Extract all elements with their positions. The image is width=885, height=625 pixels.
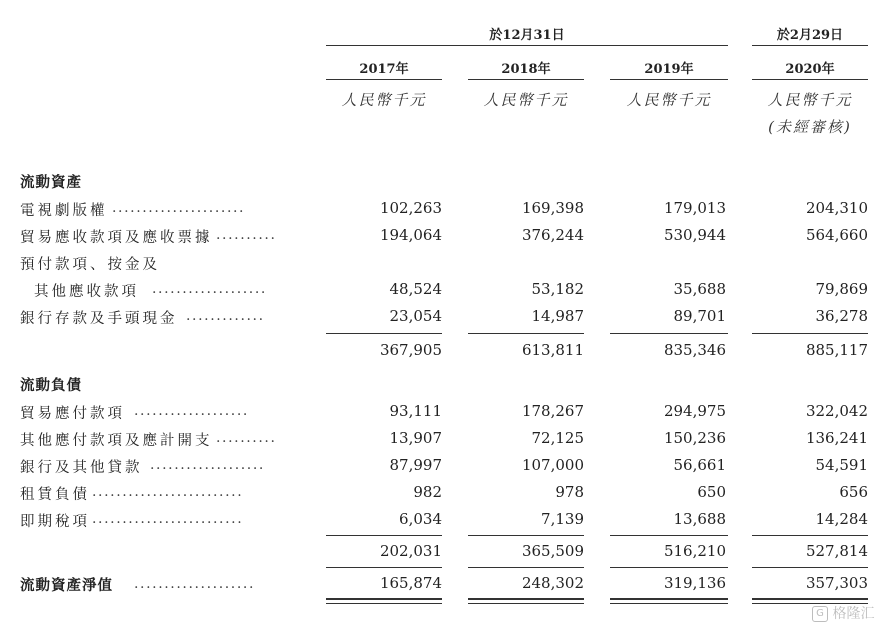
subtotal-rule: [326, 333, 442, 334]
row-value: 179,013: [663, 199, 726, 217]
double-rule: [326, 598, 442, 600]
row-value: 564,660: [805, 226, 868, 244]
year-2017: 2017年: [359, 62, 409, 77]
row-value: 35,688: [673, 280, 726, 298]
year-rule-2019: [610, 79, 728, 80]
total-current-liabilities: 527,814: [805, 542, 868, 560]
year-rule-2020: [752, 79, 868, 80]
total-current-liabilities: 516,210: [663, 542, 726, 560]
subtotal-rule: [752, 567, 868, 568]
subtotal-rule: [468, 333, 584, 334]
row-value: 53,182: [531, 280, 584, 298]
row-label: 租賃負債: [20, 487, 90, 503]
unit-2019: 人民幣千元: [626, 91, 712, 109]
row-value: 169,398: [521, 199, 584, 217]
total-current-liabilities: 365,509: [521, 542, 584, 560]
row-leader: .........................: [92, 484, 244, 500]
row-leader: ..........: [216, 227, 277, 243]
subtotal-rule: [610, 567, 728, 568]
net-current-assets-label: 流動資產淨值: [20, 577, 113, 594]
row-leader: ...................: [150, 457, 265, 473]
subtotal-rule: [468, 567, 584, 568]
row-value: 107,000: [521, 456, 584, 474]
row-leader: ....................: [134, 576, 256, 592]
section-title-current-assets: 流動資產: [20, 174, 82, 191]
row-value: 87,997: [389, 456, 442, 474]
header-group-feb29: 於2月29日: [776, 28, 844, 43]
row-value: 150,236: [663, 429, 726, 447]
row-value: 376,244: [521, 226, 584, 244]
row-value: 136,241: [805, 429, 868, 447]
subtotal-rule: [610, 333, 728, 334]
row-value: 36,278: [815, 307, 868, 325]
subtotal-rule: [752, 535, 868, 536]
row-label: 貿易應付款項: [20, 406, 125, 422]
row-label: 預付款項、按金及: [20, 257, 160, 273]
double-rule: [468, 598, 584, 600]
row-value: 13,907: [389, 429, 442, 447]
row-label: 其他應付款項及應計開支: [20, 433, 213, 449]
subtotal-rule: [610, 535, 728, 536]
row-label: 銀行存款及手頭現金: [20, 311, 178, 327]
row-value: 530,944: [663, 226, 726, 244]
row-leader: ...................: [134, 403, 249, 419]
row-value: 14,284: [815, 510, 868, 528]
row-leader: ..........: [216, 430, 277, 446]
double-rule: [610, 598, 728, 600]
row-label: 電視劇版權: [20, 203, 108, 219]
unit-2018: 人民幣千元: [483, 91, 569, 109]
total-current-assets: 367,905: [379, 341, 442, 359]
net-current-assets-value: 248,302: [521, 574, 584, 592]
watermark-text: 格隆汇: [832, 606, 875, 622]
year-2020: 2020年: [785, 62, 835, 77]
row-value: 178,267: [521, 402, 584, 420]
total-current-assets: 885,117: [805, 341, 868, 359]
row-value: 6,034: [399, 510, 442, 528]
subtotal-rule: [468, 535, 584, 536]
row-value: 650: [697, 483, 726, 501]
row-value: 79,869: [815, 280, 868, 298]
row-label: 銀行及其他貸款: [20, 460, 143, 476]
double-rule: [752, 598, 868, 600]
section-title-current-liabilities: 流動負債: [20, 377, 82, 394]
row-value: 656: [839, 483, 868, 501]
double-rule: [468, 603, 584, 604]
row-value: 89,701: [673, 307, 726, 325]
double-rule: [326, 603, 442, 604]
row-label: 其他應收款項: [34, 284, 139, 300]
unaudited-note: (未經審核): [768, 118, 852, 136]
net-current-assets-value: 319,136: [663, 574, 726, 592]
row-value: 48,524: [389, 280, 442, 298]
row-leader: .........................: [92, 511, 244, 527]
row-value: 54,591: [815, 456, 868, 474]
row-value: 56,661: [673, 456, 726, 474]
net-current-assets-value: 165,874: [379, 574, 442, 592]
row-value: 204,310: [805, 199, 868, 217]
year-2019: 2019年: [644, 62, 694, 77]
row-value: 102,263: [379, 199, 442, 217]
subtotal-rule: [752, 333, 868, 334]
total-current-assets: 613,811: [521, 341, 584, 359]
row-value: 13,688: [673, 510, 726, 528]
year-rule-2017: [326, 79, 442, 80]
net-current-assets-value: 357,303: [805, 574, 868, 592]
row-value: 72,125: [531, 429, 584, 447]
total-current-assets: 835,346: [663, 341, 726, 359]
row-value: 978: [555, 483, 584, 501]
row-value: 14,987: [531, 307, 584, 325]
double-rule: [610, 603, 728, 604]
row-leader: ...................: [152, 281, 267, 297]
row-value: 7,139: [541, 510, 584, 528]
total-current-liabilities: 202,031: [379, 542, 442, 560]
row-leader: .............: [186, 308, 265, 324]
header-group-dec31: 於12月31日: [489, 28, 565, 43]
watermark-g-icon: G: [812, 606, 828, 622]
row-value: 23,054: [389, 307, 442, 325]
row-value: 982: [413, 483, 442, 501]
unit-2020: 人民幣千元: [767, 91, 853, 109]
row-value: 294,975: [663, 402, 726, 420]
watermark-logo: [812, 603, 874, 623]
unit-2017: 人民幣千元: [341, 91, 427, 109]
row-label: 即期稅項: [20, 514, 90, 530]
header-rule-feb29: [752, 45, 868, 46]
subtotal-rule: [326, 567, 442, 568]
row-value: 194,064: [379, 226, 442, 244]
subtotal-rule: [326, 535, 442, 536]
row-label: 貿易應收款項及應收票據: [20, 230, 213, 246]
row-value: 322,042: [805, 402, 868, 420]
year-rule-2018: [468, 79, 584, 80]
row-leader: ......................: [112, 200, 246, 216]
header-rule-dec31: [326, 45, 728, 46]
row-value: 93,111: [389, 402, 442, 420]
year-2018: 2018年: [501, 62, 551, 77]
